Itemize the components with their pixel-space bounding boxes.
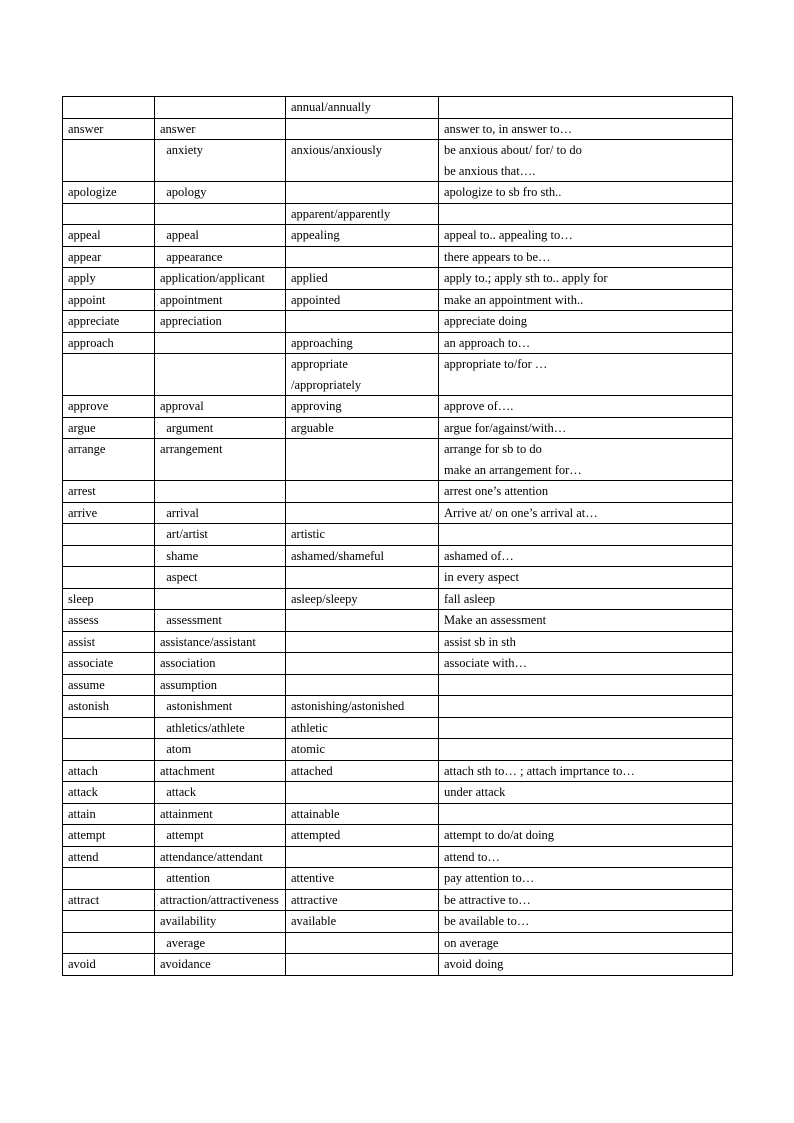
usage-cell: apply to.; apply sth to.. apply for [439, 268, 733, 290]
verb-cell: attain [63, 803, 155, 825]
verb-cell: argue [63, 417, 155, 439]
table-row [63, 760, 733, 782]
table-row [63, 481, 733, 503]
noun-cell [155, 203, 286, 225]
verb-cell [63, 932, 155, 954]
noun-cell: aspect [155, 567, 286, 589]
adjective-adverb-cell [286, 932, 439, 954]
table-row [63, 97, 733, 119]
table-row [63, 868, 733, 890]
table-row [63, 782, 733, 804]
noun-cell [155, 97, 286, 119]
adjective-adverb-cell [286, 118, 439, 140]
usage-cell: attempt to do/at doing [439, 825, 733, 847]
noun-cell: approval [155, 396, 286, 418]
usage-cell: ashamed of… [439, 545, 733, 567]
usage-cell: make an appointment with.. [439, 289, 733, 311]
adjective-adverb-cell [286, 246, 439, 268]
verb-cell: appoint [63, 289, 155, 311]
table-row [63, 889, 733, 911]
verb-cell [63, 567, 155, 589]
table-row [63, 696, 733, 718]
adjective-adverb-cell: approaching [286, 332, 439, 354]
table-row [63, 846, 733, 868]
noun-cell: apology [155, 182, 286, 204]
noun-cell: attainment [155, 803, 286, 825]
noun-cell: attack [155, 782, 286, 804]
noun-cell: answer [155, 118, 286, 140]
table-row [63, 567, 733, 589]
usage-cell [439, 739, 733, 761]
verb-cell: assess [63, 610, 155, 632]
adjective-adverb-cell: attempted [286, 825, 439, 847]
verb-cell: appear [63, 246, 155, 268]
table-row [63, 631, 733, 653]
noun-cell: astonishment [155, 696, 286, 718]
vocabulary-table [62, 96, 733, 976]
noun-cell: shame [155, 545, 286, 567]
usage-cell: appeal to.. appealing to… [439, 225, 733, 247]
usage-cell: argue for/against/with… [439, 417, 733, 439]
usage-cell: apologize to sb fro sth.. [439, 182, 733, 204]
verb-cell: avoid [63, 954, 155, 976]
noun-cell: application/applicant [155, 268, 286, 290]
noun-cell: availability [155, 911, 286, 933]
adjective-adverb-cell: apparent/apparently [286, 203, 439, 225]
usage-cell: associate with… [439, 653, 733, 675]
verb-cell [63, 203, 155, 225]
adjective-adverb-cell: attainable [286, 803, 439, 825]
adjective-adverb-cell [286, 182, 439, 204]
verb-cell: attach [63, 760, 155, 782]
verb-cell: appeal [63, 225, 155, 247]
adjective-adverb-cell [286, 567, 439, 589]
table-row [63, 311, 733, 333]
noun-cell: anxiety [155, 140, 286, 182]
verb-cell: associate [63, 653, 155, 675]
verb-cell: attempt [63, 825, 155, 847]
noun-cell: assessment [155, 610, 286, 632]
noun-cell: assumption [155, 674, 286, 696]
adjective-adverb-cell: ashamed/shameful [286, 545, 439, 567]
table-row [63, 717, 733, 739]
verb-cell: astonish [63, 696, 155, 718]
verb-cell [63, 739, 155, 761]
usage-cell: Make an assessment [439, 610, 733, 632]
table-row [63, 225, 733, 247]
verb-cell: apply [63, 268, 155, 290]
adjective-adverb-cell [286, 311, 439, 333]
adjective-adverb-cell: approving [286, 396, 439, 418]
adjective-adverb-cell: attractive [286, 889, 439, 911]
adjective-adverb-cell: anxious/anxiously [286, 140, 439, 182]
noun-cell: average [155, 932, 286, 954]
usage-cell: attach sth to… ; attach imprtance to… [439, 760, 733, 782]
usage-cell: there appears to be… [439, 246, 733, 268]
verb-cell: arrange [63, 439, 155, 481]
adjective-adverb-cell [286, 631, 439, 653]
noun-cell: attempt [155, 825, 286, 847]
usage-cell: Arrive at/ on one’s arrival at… [439, 502, 733, 524]
noun-cell: appointment [155, 289, 286, 311]
table-row [63, 332, 733, 354]
adjective-adverb-cell [286, 610, 439, 632]
table-row [63, 653, 733, 675]
verb-cell: apologize [63, 182, 155, 204]
adjective-adverb-cell [286, 954, 439, 976]
noun-cell [155, 588, 286, 610]
verb-cell [63, 911, 155, 933]
adjective-adverb-cell: appropriate /appropriately [286, 354, 439, 396]
table-row [63, 932, 733, 954]
noun-cell: appreciation [155, 311, 286, 333]
adjective-adverb-cell [286, 481, 439, 503]
usage-cell: appropriate to/for … [439, 354, 733, 396]
usage-cell: appreciate doing [439, 311, 733, 333]
verb-cell: approve [63, 396, 155, 418]
adjective-adverb-cell: athletic [286, 717, 439, 739]
noun-cell: argument [155, 417, 286, 439]
noun-cell: attachment [155, 760, 286, 782]
adjective-adverb-cell: attached [286, 760, 439, 782]
verb-cell: answer [63, 118, 155, 140]
table-row [63, 803, 733, 825]
usage-cell: attend to… [439, 846, 733, 868]
adjective-adverb-cell: astonishing/astonished [286, 696, 439, 718]
verb-cell: approach [63, 332, 155, 354]
verb-cell: assume [63, 674, 155, 696]
usage-cell: be available to… [439, 911, 733, 933]
noun-cell: attendance/attendant [155, 846, 286, 868]
verb-cell [63, 868, 155, 890]
table-row [63, 911, 733, 933]
noun-cell: avoidance [155, 954, 286, 976]
verb-cell: attend [63, 846, 155, 868]
usage-cell [439, 203, 733, 225]
adjective-adverb-cell: attentive [286, 868, 439, 890]
table-row [63, 396, 733, 418]
usage-cell [439, 803, 733, 825]
usage-cell: pay attention to… [439, 868, 733, 890]
verb-cell: attract [63, 889, 155, 911]
usage-cell: fall asleep [439, 588, 733, 610]
verb-cell [63, 524, 155, 546]
adjective-adverb-cell: appointed [286, 289, 439, 311]
adjective-adverb-cell [286, 782, 439, 804]
table-row [63, 739, 733, 761]
noun-cell: attention [155, 868, 286, 890]
verb-cell [63, 717, 155, 739]
verb-cell [63, 545, 155, 567]
verb-cell: attack [63, 782, 155, 804]
usage-cell [439, 674, 733, 696]
table-row [63, 524, 733, 546]
usage-cell: arrange for sb to do make an arrangement for… [439, 439, 733, 481]
noun-cell: arrival [155, 502, 286, 524]
adjective-adverb-cell [286, 439, 439, 481]
table-row [63, 203, 733, 225]
usage-cell [439, 696, 733, 718]
noun-cell [155, 354, 286, 396]
table-row [63, 610, 733, 632]
adjective-adverb-cell: available [286, 911, 439, 933]
adjective-adverb-cell: arguable [286, 417, 439, 439]
adjective-adverb-cell: appealing [286, 225, 439, 247]
usage-cell: be attractive to… [439, 889, 733, 911]
verb-cell: appreciate [63, 311, 155, 333]
noun-cell: athletics/athlete [155, 717, 286, 739]
table-row [63, 502, 733, 524]
usage-cell: in every aspect [439, 567, 733, 589]
table-row [63, 417, 733, 439]
table-row [63, 588, 733, 610]
table-row [63, 182, 733, 204]
table-row [63, 268, 733, 290]
table-row [63, 140, 733, 182]
verb-cell: arrive [63, 502, 155, 524]
adjective-adverb-cell: asleep/sleepy [286, 588, 439, 610]
usage-cell: avoid doing [439, 954, 733, 976]
verb-cell: arrest [63, 481, 155, 503]
usage-cell: answer to, in answer to… [439, 118, 733, 140]
usage-cell [439, 97, 733, 119]
noun-cell: atom [155, 739, 286, 761]
table-row [63, 289, 733, 311]
usage-cell [439, 717, 733, 739]
verb-cell [63, 354, 155, 396]
table-row [63, 246, 733, 268]
adjective-adverb-cell: atomic [286, 739, 439, 761]
vocabulary-table-body [63, 97, 733, 976]
noun-cell: assistance/assistant [155, 631, 286, 653]
table-row [63, 545, 733, 567]
table-row [63, 439, 733, 481]
adjective-adverb-cell [286, 674, 439, 696]
noun-cell: appearance [155, 246, 286, 268]
verb-cell: sleep [63, 588, 155, 610]
verb-cell [63, 97, 155, 119]
usage-cell: arrest one’s attention [439, 481, 733, 503]
noun-cell: arrangement [155, 439, 286, 481]
usage-cell: on average [439, 932, 733, 954]
table-row [63, 354, 733, 396]
adjective-adverb-cell [286, 846, 439, 868]
noun-cell: appeal [155, 225, 286, 247]
usage-cell: be anxious about/ for/ to do be anxious that…. [439, 140, 733, 182]
adjective-adverb-cell: artistic [286, 524, 439, 546]
noun-cell: attraction/attractiveness [155, 889, 286, 911]
usage-cell: assist sb in sth [439, 631, 733, 653]
table-row [63, 118, 733, 140]
noun-cell [155, 481, 286, 503]
usage-cell: approve of…. [439, 396, 733, 418]
usage-cell: under attack [439, 782, 733, 804]
adjective-adverb-cell [286, 653, 439, 675]
usage-cell: an approach to… [439, 332, 733, 354]
noun-cell: art/artist [155, 524, 286, 546]
verb-cell: assist [63, 631, 155, 653]
table-row [63, 954, 733, 976]
noun-cell [155, 332, 286, 354]
usage-cell [439, 524, 733, 546]
verb-cell [63, 140, 155, 182]
table-row [63, 674, 733, 696]
adjective-adverb-cell: applied [286, 268, 439, 290]
adjective-adverb-cell [286, 502, 439, 524]
table-row [63, 825, 733, 847]
noun-cell: association [155, 653, 286, 675]
adjective-adverb-cell: annual/annually [286, 97, 439, 119]
